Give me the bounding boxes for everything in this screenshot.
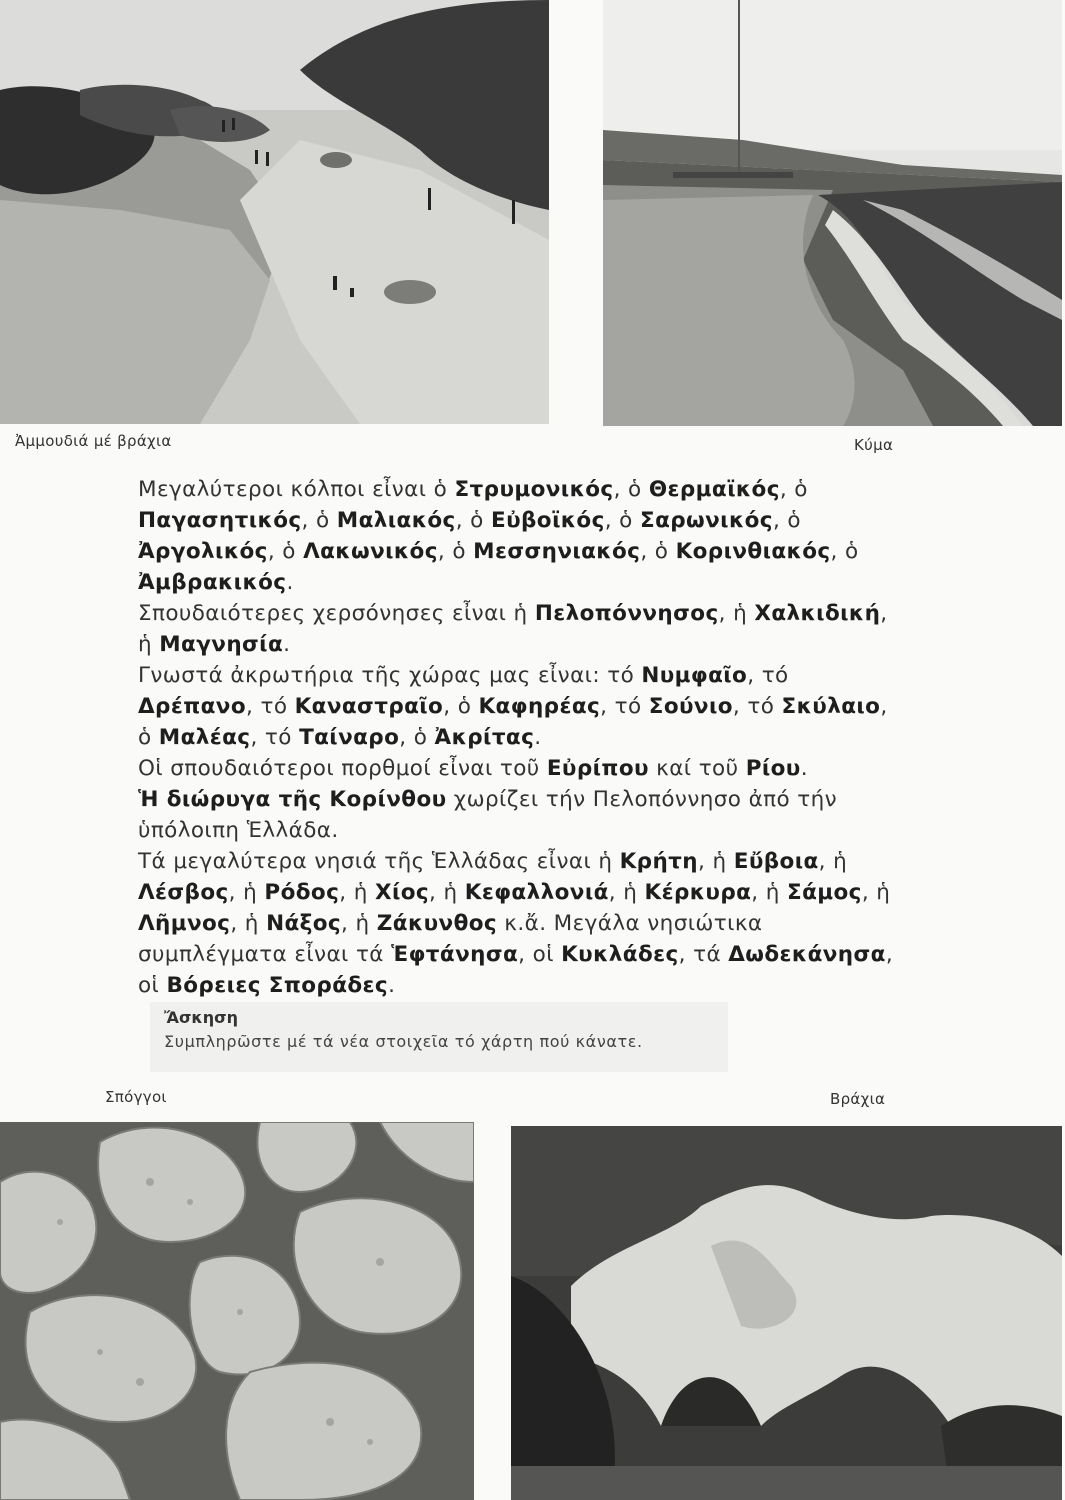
bold-term: Βόρειες Σποράδες [166,973,389,998]
bold-term: Ἀργολικός [138,539,268,564]
bold-term: Λῆμνος [138,911,231,936]
bold-term: Σαρωνικός [639,508,773,533]
bold-term: Μαλιακός [336,508,456,533]
paragraph-straits: Οἱ σπουδαιότεροι πορθμοί εἶναι τοῦ Εὐρίπου καί τοῦ Ρίου. [138,756,808,781]
body-text [138,474,898,1001]
bold-term: Λακωνικός [303,539,438,564]
paragraph-islands: Τά μεγαλύτερα νησιά τῆς Ἑλλάδας εἶναι ἡ Κρήτη, ἡ Εὔβοια, ἡ Λέσβος, ἡ Ρόδος, ἡ Χίος, ἡ Κεφαλλονιά, ἡ Κέρκυρα, ἡ Σάμος, ἡ Λῆμνος, ἡ Νάξος, ἡ Ζάκυνθος κ.ἄ. Μεγάλα νησιώτικα συμπλέγματα εἶναι τά Ἑφτάνησα, οἱ Κυκλάδες, τά Δωδεκάνησα, οἱ Βόρειες Σποράδες. [138,849,894,998]
wave-photo [603,0,1062,426]
bold-term: Σάμος [787,880,862,905]
sponges-photo [0,1122,474,1500]
bold-term: Ρίου [745,756,801,781]
bold-term: Κυκλάδες [561,942,679,967]
bold-term: Κέρκυρα [644,880,752,905]
bold-term: Ἀμβρακικός [138,570,287,595]
bold-term: Δρέπανο [138,694,246,719]
bold-term: Καναστραῖο [294,694,444,719]
bold-term: Στρυμονικός [454,477,614,502]
sponges-caption: Σπόγγοι [105,1088,167,1106]
paragraph-capes: Γνωστά ἀκρωτήρια τῆς χώρας μας εἶναι: τό Νυμφαῖο, τό Δρέπανο, τό Καναστραῖο, ὁ Καφηρέας, τό Σούνιο, τό Σκύλαιο, ὁ Μαλέας, τό Ταίναρο, ὁ Ἀκρίτας. [138,663,888,750]
paragraph-peninsulas: Σπουδαιότερες χερσόνησες εἶναι ἡ Πελοπόννησος, ἡ Χαλκιδική, ἡ Μαγνησία. [138,601,888,657]
bold-term: Μαλέας [158,725,251,750]
bold-term: Ἀκρίτας [434,725,535,750]
bold-term: Εὐρίπου [546,756,649,781]
bold-term: Σούνιο [648,694,733,719]
bold-term: Μεσσηνιακός [473,539,641,564]
paragraph-gulfs: Μεγαλύτεροι κόλποι εἶναι ὁ Στρυμονικός, ὁ Θερμαϊκός, ὁ Παγασητικός, ὁ Μαλιακός, ὁ Εὐβοϊκός, ὁ Σαρωνικός, ὁ Ἀργολικός, ὁ Λακωνικός, ὁ Μεσσηνιακός, ὁ Κορινθιακός, ὁ Ἀμβρακικός. [138,477,859,595]
beach-rocks-photo [0,0,549,424]
paragraph-canal: Ἡ διώρυγα τῆς Κορίνθου χωρίζει τήν Πελοπόννησο ἀπό τήν ὑπόλοιπη Ἑλλάδα. [138,787,838,843]
beach-rocks-caption: Ἀμμουδιά μέ βράχια [15,432,172,450]
bold-term: Μαγνησία [159,632,284,657]
rocks-caption: Βράχια [830,1090,886,1108]
bold-term: Νυμφαῖο [641,663,748,688]
bold-term: Εὐβοϊκός [490,508,605,533]
bold-term: Ἑφτάνησα [391,942,519,967]
bold-term: Πελοπόννησος [534,601,719,626]
bold-term: Ταίναρο [299,725,400,750]
bold-term: Ἡ διώρυγα τῆς Κορίνθου [138,787,447,812]
bold-term: Εὔβοια [733,849,819,874]
wave-caption: Κύμα [854,436,894,454]
bold-term: Ρόδος [264,880,340,905]
bold-term: Κορινθιακός [675,539,831,564]
bold-term: Παγασητικός [138,508,302,533]
exercise-text: Συμπληρῶστε μέ τά νέα στοιχεῖα τό χάρτη πού κάνατε. [164,1032,643,1051]
bold-term: Χαλκιδική [754,601,881,626]
exercise-title: Ἄσκηση [164,1008,239,1027]
exercise-box [150,1002,728,1072]
bold-term: Λέσβος [138,880,229,905]
bold-term: Δωδεκάνησα [728,942,886,967]
bold-term: Σκύλαιο [781,694,881,719]
bold-term: Θερμαϊκός [648,477,780,502]
bold-term: Κεφαλλονιά [464,880,609,905]
rocks-photo [511,1126,1062,1500]
bold-term: Ζάκυνθος [376,911,498,936]
bold-term: Χίος [374,880,430,905]
bold-term: Κρήτη [619,849,699,874]
bold-term: Καφηρέας [478,694,601,719]
bold-term: Νάξος [266,911,342,936]
